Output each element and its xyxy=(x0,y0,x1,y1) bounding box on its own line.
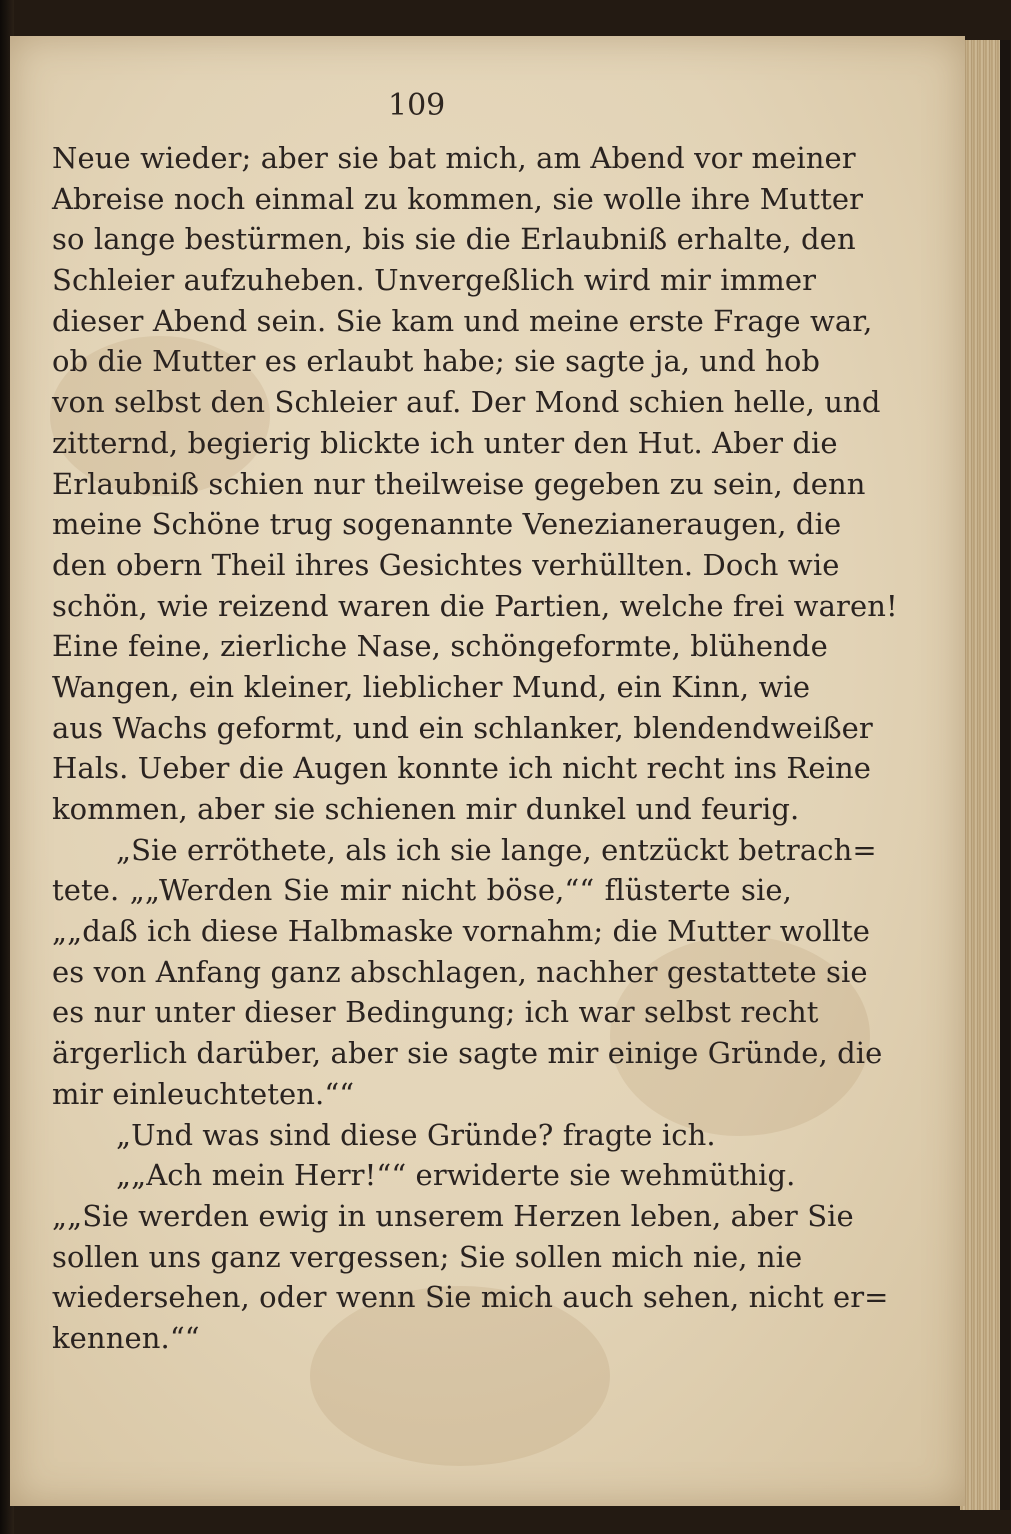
text-line: ob die Mutter es erlaubt habe; sie sagte ja, und hob xyxy=(52,344,821,379)
text-line: mir einleuchteten.““ xyxy=(52,1076,355,1111)
text-line: Schleier aufzuheben. Unvergeßlich wird mir immer xyxy=(52,263,817,298)
page-edges xyxy=(960,40,1000,1510)
text-line: Hals. Ueber die Augen konnte ich nicht recht ins Reine xyxy=(52,751,871,786)
text-line: Abreise noch einmal zu kommen, sie wolle ihre Mutter xyxy=(52,181,864,216)
text-line: kommen, aber sie schienen mir dunkel und feurig. xyxy=(52,792,800,826)
text-line: von selbst den Schleier auf. Der Mond schien helle, und xyxy=(52,385,881,420)
text-line: Erlaubniß schien nur theilweise gegeben zu sein, denn xyxy=(52,466,866,501)
text-line: schön, wie reizend waren die Partien, welche frei waren! xyxy=(52,588,898,623)
text-line: aus Wachs geformt, und ein schlanker, blendendweißer xyxy=(52,710,873,745)
text-line: „„Ach mein Herr!““ erwiderte sie wehmüthig. xyxy=(116,1158,796,1193)
page-number: 109 xyxy=(388,88,446,123)
text-line: „Und was sind diese Gründe? fragte ich. xyxy=(116,1117,716,1152)
text-line: Wangen, ein kleiner, lieblicher Mund, ein Kinn, wie xyxy=(52,669,811,704)
text-line: meine Schöne trug sogenannte Venezianeraugen, die xyxy=(52,507,842,542)
text-line: so lange bestürmen, bis sie die Erlaubniß erhalte, den xyxy=(52,222,856,257)
text-line: den obern Theil ihres Gesichtes verhüllten. Doch wie xyxy=(52,547,840,582)
text-line: ärgerlich darüber, aber sie sagte mir einige Gründe, die xyxy=(52,1036,883,1071)
text-line: zitternd, begierig blickte ich unter den Hut. Aber die xyxy=(52,425,838,460)
text-line: es nur unter dieser Bedingung; ich war selbst recht xyxy=(52,995,819,1030)
text-line: „Sie erröthete, als ich sie lange, entzückt betrach= xyxy=(116,832,877,867)
text-line: wiedersehen, oder wenn Sie mich auch sehen, nicht er= xyxy=(52,1280,889,1315)
body-text xyxy=(52,138,898,1359)
text-line: es von Anfang ganz abschlagen, nachher gestattete sie xyxy=(52,954,868,989)
text-line: „„Sie werden ewig in unserem Herzen leben, aber Sie xyxy=(52,1198,854,1233)
text-line: sollen uns ganz vergessen; Sie sollen mich nie, nie xyxy=(52,1239,803,1274)
text-line: Eine feine, zierliche Nase, schöngeformte, blühende xyxy=(52,629,828,664)
text-line: dieser Abend sein. Sie kam und meine erste Frage war, xyxy=(52,303,873,338)
text-line: Neue wieder; aber sie bat mich, am Abend vor meiner xyxy=(52,141,856,175)
text-line: kennen.““ xyxy=(52,1320,200,1355)
text-line: „„daß ich diese Halbmaske vornahm; die Mutter wollte xyxy=(52,914,871,949)
text-line: tete. „„Werden Sie mir nicht böse,““ flüsterte sie, xyxy=(52,873,792,908)
